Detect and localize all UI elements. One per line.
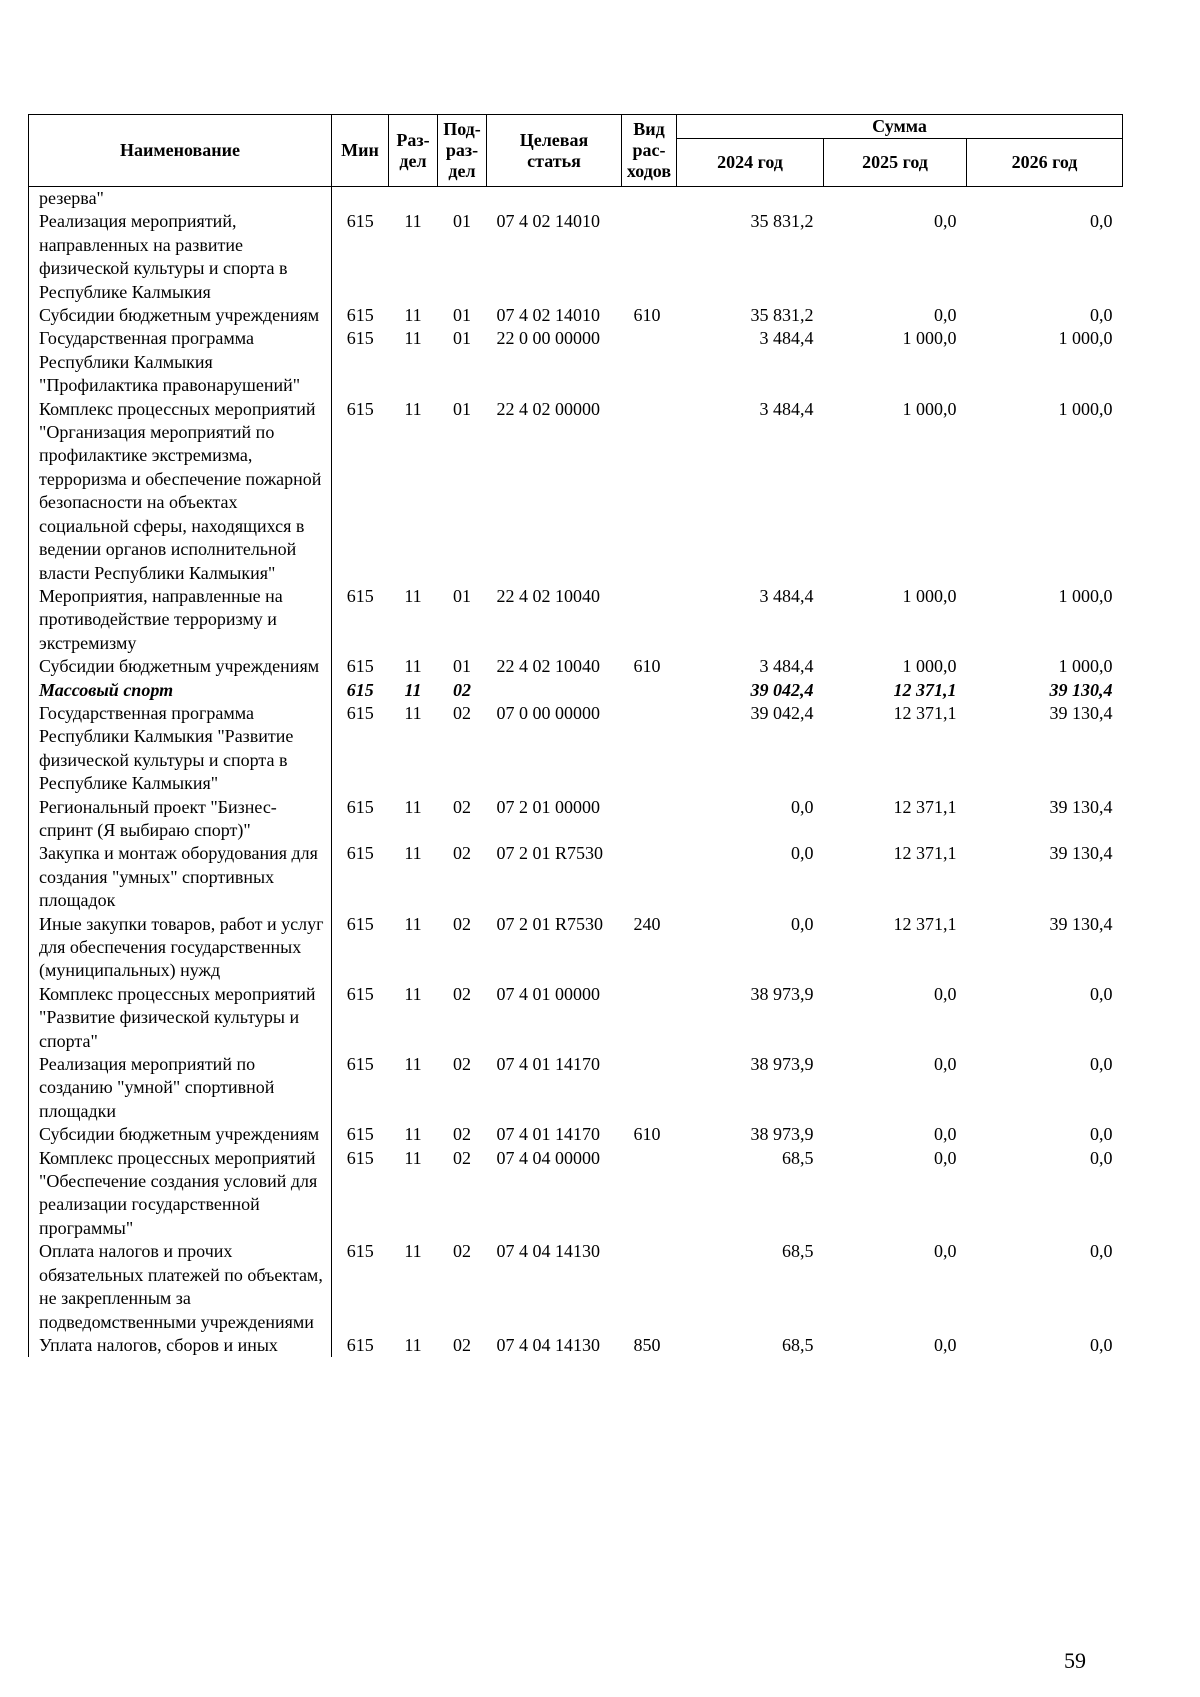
- row-podrazdel: 02: [453, 702, 471, 723]
- row-min: 615: [346, 702, 374, 723]
- row-min: 615: [346, 1147, 374, 1168]
- row-min: 615: [346, 843, 374, 864]
- row-2026: 1 000,0: [1058, 656, 1113, 677]
- row-vid: 610: [633, 656, 661, 677]
- row-podrazdel: 01: [453, 211, 471, 232]
- table-row: [29, 1240, 1123, 1334]
- row-name: Комплекс процессных мероприятий "Обеспечение создания условий для реализации государственной программы": [29, 1147, 332, 1241]
- row-2024: 3 484,4: [759, 585, 814, 606]
- page-number: 59: [1064, 1648, 1086, 1673]
- row-min: 615: [346, 983, 374, 1004]
- row-2025: 0,0: [934, 1334, 957, 1355]
- row-podrazdel: 02: [453, 679, 471, 700]
- row-target: 07 2 01 00000: [496, 796, 600, 817]
- row-2026: 1 000,0: [1058, 398, 1113, 419]
- row-razdel: 11: [404, 585, 422, 606]
- row-name: Мероприятия, направленные на противодействие терроризму и экстремизму: [29, 585, 332, 655]
- row-name: Государственная программа Республики Калмыкия "Профилактика правонарушений": [29, 327, 332, 397]
- row-podrazdel: 02: [453, 913, 471, 934]
- row-2025: 1 000,0: [902, 656, 957, 677]
- row-2025: 12 371,1: [893, 843, 957, 864]
- row-2024: [677, 187, 824, 211]
- row-2025: 0,0: [934, 1241, 957, 1262]
- row-target: 22 4 02 00000: [496, 398, 600, 419]
- row-min: 615: [346, 585, 374, 606]
- row-target: 07 4 04 14130: [496, 1241, 600, 1262]
- table-body: [29, 187, 1123, 1358]
- table-header: [29, 115, 1123, 187]
- row-2026: 39 130,4: [1049, 702, 1113, 723]
- row-name: Реализация мероприятий по созданию "умной" спортивной площадки: [29, 1053, 332, 1123]
- row-2025: [824, 187, 967, 211]
- row-razdel: 11: [404, 796, 422, 817]
- row-razdel: 11: [404, 1241, 422, 1262]
- row-vid: [622, 1053, 677, 1123]
- row-razdel: 11: [404, 679, 422, 700]
- row-min: 615: [346, 1241, 374, 1262]
- row-2026: 0,0: [1090, 983, 1113, 1004]
- header-razdel-text: Раз- дел: [396, 129, 430, 171]
- row-target: 07 2 01 R7530: [496, 843, 604, 864]
- row-razdel: 11: [404, 983, 422, 1004]
- header-vid-text: Вид рас- ходов: [626, 119, 672, 181]
- row-2025: 0,0: [934, 305, 957, 326]
- row-podrazdel: 02: [453, 843, 471, 864]
- row-vid: [622, 1147, 677, 1241]
- row-min: 615: [346, 211, 374, 232]
- row-2025: 12 371,1: [893, 679, 957, 700]
- table-row: [29, 187, 1123, 211]
- row-target: 07 0 00 00000: [496, 702, 600, 723]
- row-target: 07 4 01 14170: [496, 1124, 600, 1145]
- row-target: 22 0 00 00000: [496, 328, 600, 349]
- row-2026: 0,0: [1090, 1124, 1113, 1145]
- row-razdel: 11: [404, 702, 422, 723]
- row-podrazdel: 02: [453, 1334, 471, 1355]
- row-name: Субсидии бюджетным учреждениям: [29, 655, 332, 678]
- row-2025: 1 000,0: [902, 398, 957, 419]
- row-2024: 38 973,9: [750, 1054, 814, 1075]
- row-2026: [967, 187, 1123, 211]
- row-2025: 0,0: [934, 983, 957, 1004]
- row-podrazdel: 01: [453, 398, 471, 419]
- row-podrazdel: [438, 187, 487, 211]
- header-min: Мин: [332, 115, 389, 187]
- row-2026: 1 000,0: [1058, 328, 1113, 349]
- row-vid: [622, 187, 677, 211]
- row-podrazdel: 02: [453, 983, 471, 1004]
- table-row: [29, 1123, 1123, 1146]
- header-razdel: [389, 115, 438, 187]
- row-razdel: 11: [404, 328, 422, 349]
- header-2026: 2026 год: [967, 139, 1123, 187]
- row-2024: 68,5: [782, 1334, 814, 1355]
- row-target: 07 4 01 14170: [496, 1054, 600, 1075]
- header-2024: 2024 год: [677, 139, 824, 187]
- header-2025: 2025 год: [824, 139, 967, 187]
- row-2024: 68,5: [782, 1147, 814, 1168]
- row-target: 22 4 02 10040: [496, 656, 600, 677]
- row-razdel: 11: [404, 913, 422, 934]
- table-row: [29, 1147, 1123, 1241]
- row-podrazdel: 02: [453, 796, 471, 817]
- row-razdel: 11: [404, 1054, 422, 1075]
- row-2024: 38 973,9: [750, 1124, 814, 1145]
- table-row: [29, 913, 1123, 983]
- row-target: 07 4 02 14010: [496, 211, 600, 232]
- row-target: 07 4 04 14130: [496, 1334, 600, 1355]
- row-vid: [622, 585, 677, 655]
- row-2026: 0,0: [1090, 1147, 1113, 1168]
- row-name: Реализация мероприятий, направленных на развитие физической культуры и спорта в Республике Калмыкия: [29, 210, 332, 304]
- row-name: Массовый спорт: [29, 679, 332, 702]
- row-min: 615: [346, 305, 374, 326]
- row-2024: 0,0: [791, 796, 814, 817]
- row-vid: [622, 679, 677, 702]
- header-vid: [622, 115, 677, 187]
- row-2026: 1 000,0: [1058, 585, 1113, 606]
- row-2025: 12 371,1: [893, 796, 957, 817]
- row-target: 22 4 02 10040: [496, 585, 600, 606]
- row-min: 615: [346, 328, 374, 349]
- row-2025: 1 000,0: [902, 585, 957, 606]
- row-target: [487, 679, 622, 702]
- row-2025: 0,0: [934, 1124, 957, 1145]
- header-target-text: Целевая статья: [519, 129, 589, 171]
- row-podrazdel: 02: [453, 1147, 471, 1168]
- row-podrazdel: 01: [453, 328, 471, 349]
- row-2025: 0,0: [934, 1054, 957, 1075]
- row-target: 07 4 02 14010: [496, 305, 600, 326]
- row-2026: 39 130,4: [1049, 679, 1113, 700]
- header-podrazdel: [438, 115, 487, 187]
- row-vid: [622, 983, 677, 1053]
- row-vid: [622, 398, 677, 585]
- row-vid: 610: [633, 305, 661, 326]
- table-row: [29, 585, 1123, 655]
- row-name: Иные закупки товаров, работ и услуг для обеспечения государственных (муниципальных) нужд: [29, 913, 332, 983]
- row-vid: [622, 210, 677, 304]
- row-vid: 240: [633, 913, 661, 934]
- row-podrazdel: 02: [453, 1241, 471, 1262]
- row-name: Закупка и монтаж оборудования для создания "умных" спортивных площадок: [29, 842, 332, 912]
- row-name: Комплекс процессных мероприятий "Организация мероприятий по профилактике экстремизма, терроризма и обеспечение пожарной безопасности на объектах социальной сферы, находящихся в ведении органов исполнительной власти Республики Калмыкия": [29, 398, 332, 585]
- row-razdel: 11: [404, 211, 422, 232]
- row-2024: 38 973,9: [750, 983, 814, 1004]
- row-min: 615: [346, 679, 374, 700]
- row-2026: 39 130,4: [1049, 843, 1113, 864]
- row-2024: 3 484,4: [759, 328, 814, 349]
- row-2026: 39 130,4: [1049, 796, 1113, 817]
- row-razdel: 11: [404, 398, 422, 419]
- row-name: Комплекс процессных мероприятий "Развитие физической культуры и спорта": [29, 983, 332, 1053]
- row-2026: 0,0: [1090, 211, 1113, 232]
- row-razdel: 11: [404, 1124, 422, 1145]
- row-min: 615: [346, 398, 374, 419]
- row-2026: 0,0: [1090, 1241, 1113, 1262]
- row-2024: 39 042,4: [750, 679, 814, 700]
- row-podrazdel: 01: [453, 656, 471, 677]
- row-2026: 0,0: [1090, 1334, 1113, 1355]
- table-row: [29, 1053, 1123, 1123]
- row-2025: 0,0: [934, 211, 957, 232]
- row-min: 615: [346, 913, 374, 934]
- row-name: Уплата налогов, сборов и иных: [29, 1334, 332, 1357]
- row-vid: 850: [633, 1334, 661, 1355]
- row-vid: 610: [633, 1124, 661, 1145]
- row-name: Субсидии бюджетным учреждениям: [29, 1123, 332, 1146]
- row-vid: [622, 842, 677, 912]
- table-row: [29, 304, 1123, 327]
- row-target: 07 4 01 00000: [496, 983, 600, 1004]
- row-2024: 0,0: [791, 843, 814, 864]
- row-name: Субсидии бюджетным учреждениям: [29, 304, 332, 327]
- row-2024: 68,5: [782, 1241, 814, 1262]
- table-row: [29, 398, 1123, 585]
- row-name: Оплата налогов и прочих обязательных платежей по объектам, не закрепленным за подведомственными учреждениями: [29, 1240, 332, 1334]
- table-row: [29, 655, 1123, 678]
- row-2024: 39 042,4: [750, 702, 814, 723]
- row-target: [487, 187, 622, 211]
- row-min: 615: [346, 656, 374, 677]
- row-razdel: 11: [404, 1334, 422, 1355]
- row-2024: 35 831,2: [750, 305, 814, 326]
- row-podrazdel: 01: [453, 585, 471, 606]
- row-name: Региональный проект "Бизнес-спринт (Я выбираю спорт)": [29, 796, 332, 843]
- row-min: 615: [346, 1334, 374, 1355]
- row-razdel: 11: [404, 305, 422, 326]
- row-2024: 35 831,2: [750, 211, 814, 232]
- row-podrazdel: 02: [453, 1054, 471, 1075]
- row-2025: 0,0: [934, 1147, 957, 1168]
- row-min: [332, 187, 389, 211]
- row-min: 615: [346, 1124, 374, 1145]
- row-podrazdel: 02: [453, 1124, 471, 1145]
- header-target: [487, 115, 622, 187]
- row-2026: 39 130,4: [1049, 913, 1113, 934]
- header-name: Наименование: [29, 115, 332, 187]
- row-2025: 12 371,1: [893, 913, 957, 934]
- row-razdel: 11: [404, 843, 422, 864]
- table-row: [29, 210, 1123, 304]
- header-podrazdel-text: Под- раз- дел: [443, 119, 481, 181]
- table-row: [29, 327, 1123, 397]
- row-vid: [622, 327, 677, 397]
- row-min: 615: [346, 1054, 374, 1075]
- row-2025: 1 000,0: [902, 328, 957, 349]
- budget-table: [28, 114, 1123, 1357]
- row-2024: 3 484,4: [759, 398, 814, 419]
- row-2024: 3 484,4: [759, 656, 814, 677]
- table-row: [29, 679, 1123, 702]
- row-name: Государственная программа Республики Калмыкия "Развитие физической культуры и спорта в Республике Калмыкия": [29, 702, 332, 796]
- row-name: резерва": [29, 187, 332, 211]
- row-vid: [622, 796, 677, 843]
- row-target: 07 4 04 00000: [496, 1147, 600, 1168]
- row-razdel: 11: [404, 1147, 422, 1168]
- row-min: 615: [346, 796, 374, 817]
- table-row: [29, 796, 1123, 843]
- row-target: 07 2 01 R7530: [496, 913, 604, 934]
- row-2026: 0,0: [1090, 305, 1113, 326]
- row-podrazdel: 01: [453, 305, 471, 326]
- table-row: [29, 842, 1123, 912]
- row-2026: 0,0: [1090, 1054, 1113, 1075]
- table-row: [29, 1334, 1123, 1357]
- table-row: [29, 702, 1123, 796]
- row-vid: [622, 702, 677, 796]
- row-razdel: [389, 187, 438, 211]
- row-2025: 12 371,1: [893, 702, 957, 723]
- row-vid: [622, 1240, 677, 1334]
- header-sum: Сумма: [677, 115, 1123, 139]
- row-2024: 0,0: [791, 913, 814, 934]
- row-razdel: 11: [404, 656, 422, 677]
- table-row: [29, 983, 1123, 1053]
